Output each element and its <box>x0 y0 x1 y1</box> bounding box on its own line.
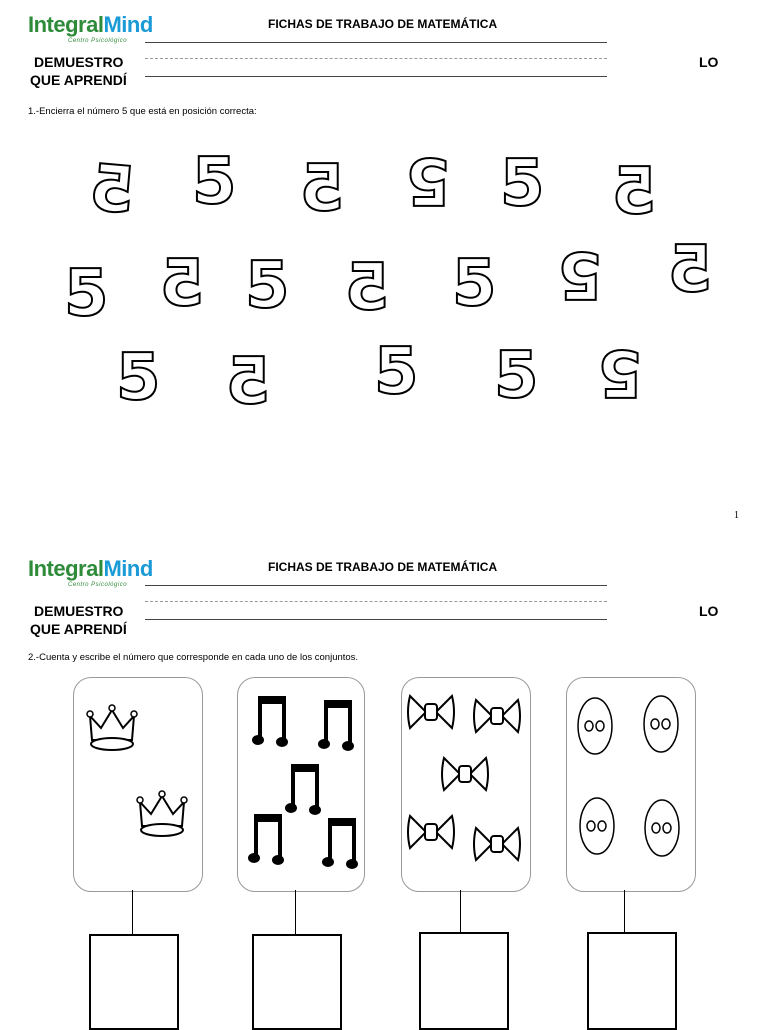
heading-right: LO <box>699 54 719 70</box>
number-five-mirrored[interactable]: 5 <box>345 251 390 325</box>
button-icon <box>643 798 681 858</box>
heading-line-2: QUE APRENDÍ <box>30 621 127 637</box>
dashed-line <box>145 601 607 602</box>
button-icon <box>642 694 680 754</box>
logo-text-integral: Integral <box>28 12 104 37</box>
number-five-correct[interactable]: 5 <box>245 249 290 323</box>
number-five-correct[interactable]: 5 <box>374 335 419 409</box>
logo <box>28 556 153 582</box>
bow-icon <box>472 822 522 866</box>
instruction-1: 1.-Encierra el número 5 que está en posición correcta: <box>28 106 257 117</box>
answer-box-music-notes[interactable] <box>252 934 342 1030</box>
music-note-icon <box>318 694 356 754</box>
heading-line-1: DEMUESTRO <box>34 54 124 70</box>
number-five-upside-down[interactable]: 5 <box>598 335 643 409</box>
bow-icon <box>472 694 522 738</box>
number-five-upside-down[interactable]: 5 <box>558 237 603 311</box>
music-note-icon <box>252 690 290 750</box>
number-five-correct[interactable]: 5 <box>64 257 109 331</box>
heading-right: LO <box>699 603 719 619</box>
number-five-mirrored[interactable]: 5 <box>160 247 205 321</box>
logo <box>28 12 153 38</box>
connector-line <box>295 890 296 936</box>
music-note-icon <box>248 808 286 868</box>
instruction-2: 2.-Cuenta y escribe el número que corresponde en cada uno de los conjuntos. <box>28 652 359 663</box>
page-number: 1 <box>734 510 739 521</box>
number-five-mirrored[interactable]: 5 <box>300 152 345 226</box>
logo-text-integral: Integral <box>28 556 104 581</box>
answer-box-crowns[interactable] <box>89 934 179 1030</box>
button-icon <box>578 796 616 856</box>
connector-line <box>624 890 625 936</box>
logo-text-mind: Mind <box>103 556 153 581</box>
heading-line-1: DEMUESTRO <box>34 603 124 619</box>
number-five-correct[interactable]: 5 <box>116 341 161 415</box>
music-note-icon <box>285 758 323 818</box>
bow-icon <box>440 752 490 796</box>
logo-subtitle: Centro Psicológico <box>68 38 128 44</box>
answer-box-bows[interactable] <box>419 932 509 1030</box>
number-five-correct[interactable]: 5 <box>452 247 497 321</box>
crown-icon <box>86 700 138 760</box>
crown-icon <box>136 786 188 846</box>
button-icon <box>576 696 614 756</box>
divider-line <box>145 585 607 586</box>
divider-line <box>145 619 607 620</box>
heading-line-2: QUE APRENDÍ <box>30 72 127 88</box>
connector-line <box>132 890 133 936</box>
worksheet-title: FICHAS DE TRABAJO DE MATEMÁTICA <box>268 17 498 31</box>
number-five-mirrored[interactable]: 5 <box>668 233 713 307</box>
number-five-mirrored[interactable]: 5 <box>86 151 138 229</box>
divider-line <box>145 76 607 77</box>
dashed-line <box>145 58 607 59</box>
divider-line <box>145 42 607 43</box>
connector-line <box>460 890 461 936</box>
worksheet-title: FICHAS DE TRABAJO DE MATEMÁTICA <box>268 560 498 574</box>
number-five-mirrored[interactable]: 5 <box>226 345 271 419</box>
number-five-upside-down[interactable]: 5 <box>406 143 451 217</box>
music-note-icon <box>322 812 360 872</box>
bow-icon <box>406 690 456 734</box>
answer-box-buttons[interactable] <box>587 932 677 1030</box>
number-five-correct[interactable]: 5 <box>500 147 545 221</box>
logo-text-mind: Mind <box>103 12 153 37</box>
number-five-mirrored[interactable]: 5 <box>612 155 657 229</box>
logo-subtitle: Centro Psicológico <box>68 582 128 588</box>
number-five-correct[interactable]: 5 <box>192 145 237 219</box>
number-five-correct[interactable]: 5 <box>494 339 539 413</box>
bow-icon <box>406 810 456 854</box>
